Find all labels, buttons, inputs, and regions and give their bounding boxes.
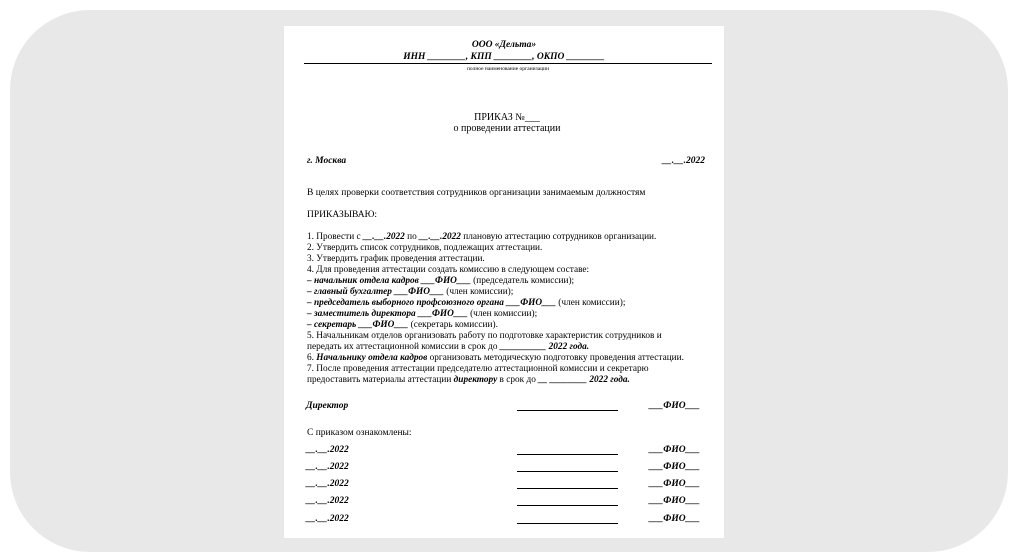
organization-name: ООО «Дельта» bbox=[471, 40, 537, 50]
order-item-text: – начальник отдела кадров ___ФИО___ bbox=[307, 276, 471, 286]
order-date: __.__.2022 bbox=[662, 156, 705, 166]
order-item bbox=[307, 375, 717, 386]
order-item bbox=[307, 309, 717, 320]
order-item bbox=[307, 265, 717, 276]
order-item bbox=[307, 342, 717, 353]
order-item-text: плановую аттестацию сотрудников организации. bbox=[460, 232, 657, 242]
order-item-text: (член комиссии); bbox=[467, 309, 538, 319]
order-item bbox=[307, 243, 717, 254]
order-purpose: В целях проверки соответствия сотрудников организации занимаемым должностям bbox=[307, 188, 646, 198]
director-label: Директор bbox=[306, 401, 349, 411]
order-item-text: в срок до bbox=[497, 375, 539, 385]
order-item bbox=[307, 353, 717, 364]
order-item-text: __.__.2022 bbox=[362, 232, 405, 242]
order-title: ПРИКАЗ №___ bbox=[474, 112, 540, 123]
order-item-text: __.__.2022 bbox=[419, 232, 461, 242]
ack-signature-line bbox=[517, 454, 618, 455]
ack-signature-line bbox=[517, 471, 618, 472]
order-subtitle: о проведении аттестации bbox=[453, 123, 561, 134]
ack-date: __.__.2022 bbox=[306, 462, 349, 472]
order-item-text: 1. Провести с bbox=[307, 232, 363, 242]
order-item-text: (председатель комиссии); bbox=[470, 276, 575, 286]
order-item bbox=[307, 320, 717, 331]
order-item bbox=[307, 276, 717, 287]
ack-date: __.__.2022 bbox=[306, 514, 349, 524]
order-item-text: – секретарь ___ФИО___ bbox=[307, 320, 409, 330]
order-item-text: – заместитель директора ___ФИО___ bbox=[307, 309, 468, 319]
ack-date: __.__.2022 bbox=[306, 479, 349, 489]
order-item-text: Начальнику отдела кадров bbox=[316, 353, 428, 363]
acknowledgement-heading: С приказом ознакомлены: bbox=[307, 428, 412, 438]
ack-fio: ___ФИО___ bbox=[649, 445, 700, 455]
ack-fio: ___ФИО___ bbox=[649, 462, 700, 472]
order-item-text: 5. Начальникам отделов организовать работу по подготовке характеристик сотрудников и bbox=[307, 331, 662, 341]
order-item-text: предоставить материалы аттестации bbox=[307, 375, 454, 385]
order-item-text: передать их аттестационной комиссии в срок до bbox=[307, 342, 500, 352]
order-item-text: 2. Утвердить список сотрудников, подлежащих аттестации. bbox=[307, 243, 543, 253]
order-item-text: 6. bbox=[307, 353, 317, 363]
order-item bbox=[307, 364, 717, 375]
organization-codes: ИНН ________, КПП ________, ОКПО ________ bbox=[403, 52, 605, 62]
order-item bbox=[307, 331, 717, 342]
order-item-text: директору bbox=[453, 375, 498, 385]
orders-heading: ПРИКАЗЫВАЮ: bbox=[307, 210, 378, 220]
order-item bbox=[307, 232, 717, 243]
order-item-text: по bbox=[404, 232, 420, 242]
order-item bbox=[307, 254, 717, 265]
order-item-text: __________ 2022 года. bbox=[499, 342, 590, 352]
order-item-text: __ ________ 2022 года. bbox=[538, 375, 630, 385]
director-signature-line bbox=[517, 410, 618, 411]
order-item bbox=[307, 287, 717, 298]
ack-date: __.__.2022 bbox=[306, 496, 349, 506]
order-item-text: (член комиссии); bbox=[555, 298, 626, 308]
ack-fio: ___ФИО___ bbox=[649, 514, 700, 524]
order-item-text: 4. Для проведения аттестации создать комиссию в следующем составе: bbox=[307, 265, 590, 275]
director-fio: ___ФИО___ bbox=[649, 401, 700, 411]
order-item-text: организовать методическую подготовку проведения аттестации. bbox=[427, 353, 684, 363]
order-item-text: 7. После проведения аттестации председателю аттестационной комиссии и секретарю bbox=[307, 364, 649, 374]
order-item-text: – председатель выборного профсоюзного органа ___ФИО___ bbox=[307, 298, 556, 308]
ack-signature-line bbox=[517, 505, 618, 506]
order-items bbox=[307, 232, 717, 386]
order-city: г. Москва bbox=[307, 156, 347, 166]
order-item-text: – главный бухгалтер ___ФИО___ bbox=[307, 287, 444, 297]
ack-signature-line bbox=[517, 523, 618, 524]
ack-signature-line bbox=[517, 488, 618, 489]
ack-date: __.__.2022 bbox=[306, 445, 349, 455]
order-item-text: (секретарь комиссии). bbox=[408, 320, 498, 330]
organization-caption: полное наименование организации bbox=[466, 66, 550, 72]
order-item-text: 3. Утвердить график проведения аттестации. bbox=[307, 254, 485, 264]
order-document bbox=[284, 26, 724, 538]
order-item bbox=[307, 298, 717, 309]
order-item-text: (член комиссии); bbox=[443, 287, 514, 297]
ack-fio: ___ФИО___ bbox=[649, 496, 700, 506]
organization-rule bbox=[304, 63, 712, 64]
ack-fio: ___ФИО___ bbox=[649, 479, 700, 489]
